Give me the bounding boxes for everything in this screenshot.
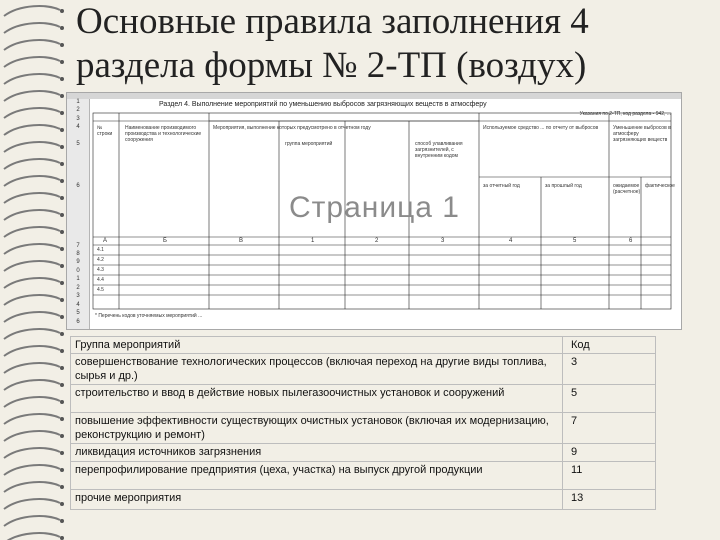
sheet-row-number: 1 <box>76 99 80 105</box>
spiral-ring <box>4 448 60 458</box>
table-row <box>71 385 656 413</box>
spiral-hole <box>60 9 64 13</box>
group-cell: прочие мероприятия <box>71 490 563 510</box>
measures-codes-table <box>70 336 656 510</box>
spiral-hole <box>60 400 64 404</box>
spiral-hole <box>60 349 64 353</box>
spiral-ring <box>4 516 60 526</box>
spiral-ring <box>4 125 60 135</box>
spiral-ring <box>4 346 60 356</box>
sheet-row-number: 4 <box>76 301 80 308</box>
table-header-row <box>71 337 656 354</box>
spiral-hole <box>60 60 64 64</box>
sheet-row-number: 2 <box>76 107 80 114</box>
spiral-ring <box>4 499 60 509</box>
sheet-row-number: 7 <box>76 242 80 249</box>
col-header-actual: фактическое <box>645 183 675 189</box>
spiral-hole <box>60 43 64 47</box>
group-cell: повышение эффективности существующих очистных установок (включая их модернизацию, реконструкцию и ремонт) <box>71 413 563 444</box>
sheet-row-number: 3 <box>76 115 80 122</box>
sheet-row-number: 8 <box>76 251 80 257</box>
col-header-last-year: за прошлый год <box>545 183 582 189</box>
sheet-row-number: 1 <box>76 276 80 283</box>
col-header-reduction: Уменьшение выбросов в атмосферу загрязняющих веществ <box>613 125 671 143</box>
spiral-hole <box>60 26 64 30</box>
spiral-ring <box>4 57 60 67</box>
col-header-measures: Мероприятия, выполнение которых предусмотрено в отчетном году <box>213 125 371 131</box>
spreadsheet-screenshot <box>66 92 682 330</box>
sheet-right-note: Указания по 2-ТП, код раздела - 942, ... <box>579 111 671 117</box>
group-cell: ликвидация источников загрязнения <box>71 444 563 462</box>
spiral-binding <box>0 0 70 540</box>
row-code-4-3: 4.3 <box>97 267 104 273</box>
spiral-hole <box>60 281 64 285</box>
spiral-hole <box>60 111 64 115</box>
spiral-ring <box>4 227 60 237</box>
spiral-ring <box>4 482 60 492</box>
sheet-row-numbers <box>67 99 90 329</box>
col-header-means: Используемое средство ... по отчету от выбросов <box>483 125 599 131</box>
col-letter-4: 4 <box>509 238 513 244</box>
code-cell: 3 <box>563 354 656 385</box>
spiral-hole <box>60 366 64 370</box>
spiral-ring <box>4 193 60 203</box>
code-cell: 5 <box>563 385 656 413</box>
page-watermark: Страница 1 <box>289 191 460 224</box>
spiral-hole <box>60 298 64 302</box>
row-code-4-4: 4.4 <box>97 277 104 283</box>
col-header-reporting-year: за отчетный год <box>483 183 520 189</box>
sheet-row-number: 5 <box>76 310 80 317</box>
spiral-hole <box>60 264 64 268</box>
table-row <box>71 490 656 510</box>
sheet-row-number: 6 <box>76 318 80 325</box>
spiral-hole <box>60 213 64 217</box>
spiral-hole <box>60 536 64 540</box>
spiral-hole <box>60 196 64 200</box>
col-letter-a: А <box>103 238 108 244</box>
spiral-ring <box>4 312 60 322</box>
code-cell: 9 <box>563 444 656 462</box>
header-code: Код <box>563 337 656 354</box>
row-code-4-1: 4.1 <box>97 247 104 253</box>
spiral-hole <box>60 145 64 149</box>
spiral-ring <box>4 533 60 540</box>
col-header-facility: Наименование производимого производства и технологические сооружения <box>125 125 202 143</box>
col-letter-5: 5 <box>573 238 577 244</box>
group-cell: строительство и ввод в действие новых пылегазоочистных установок и сооружений <box>71 385 563 413</box>
row-code-4-2: 4.2 <box>97 257 104 263</box>
code-cell: 7 <box>563 413 656 444</box>
spiral-ring <box>4 23 60 33</box>
col-letter-1: 1 <box>311 238 315 244</box>
spiral-hole <box>60 519 64 523</box>
sheet-row-number: 5 <box>76 141 80 148</box>
spiral-hole <box>60 77 64 81</box>
spiral-hole <box>60 94 64 98</box>
spiral-ring <box>4 142 60 152</box>
spiral-ring <box>4 159 60 169</box>
spiral-ring <box>4 363 60 373</box>
group-cell: совершенствование технологических процессов (включая переход на другие виды топлива, сырья и др.) <box>71 354 563 385</box>
spiral-hole <box>60 451 64 455</box>
spiral-ring <box>4 380 60 390</box>
spiral-hole <box>60 247 64 251</box>
spiral-ring <box>4 465 60 475</box>
spiral-ring <box>4 91 60 101</box>
spiral-ring <box>4 244 60 254</box>
spiral-ring <box>4 40 60 50</box>
col-header-expected: ожидаемое (расчетное) <box>613 183 641 195</box>
sheet-row-number: 3 <box>76 293 80 300</box>
sheet-row-number: 6 <box>76 183 80 190</box>
spiral-ring <box>4 261 60 271</box>
row-code-4-5: 4.5 <box>97 287 104 293</box>
spiral-ring <box>4 210 60 220</box>
table-row <box>71 354 656 385</box>
spiral-ring <box>4 278 60 288</box>
code-cell: 13 <box>563 490 656 510</box>
spiral-hole <box>60 230 64 234</box>
sheet-row-number: 4 <box>76 124 80 131</box>
spiral-ring <box>4 176 60 186</box>
col-header-method: способ улавливания загрязнителей, с внутренним кодом <box>415 141 463 159</box>
spiral-hole <box>60 502 64 506</box>
group-cell: перепрофилирование предприятия (цеха, участка) на выпуск другой продукции <box>71 462 563 490</box>
sheet-row-number: 9 <box>76 259 80 266</box>
spiral-hole <box>60 383 64 387</box>
spiral-hole <box>60 434 64 438</box>
spiral-hole <box>60 332 64 336</box>
table-row <box>71 413 656 444</box>
spiral-hole <box>60 468 64 472</box>
col-letter-v: В <box>239 238 244 244</box>
spiral-ring <box>4 6 60 16</box>
slide-title-line1: Основные правила заполнения 4 <box>76 1 589 42</box>
spiral-ring <box>4 397 60 407</box>
spiral-ring <box>4 414 60 424</box>
col-letter-2: 2 <box>375 238 379 244</box>
spiral-ring <box>4 295 60 305</box>
sheet-row-number: 0 <box>76 267 80 274</box>
sheet-row-number: 2 <box>76 284 80 291</box>
spiral-hole <box>60 179 64 183</box>
col-letter-6: 6 <box>629 238 633 244</box>
col-letter-3: 3 <box>441 238 445 244</box>
slide-title <box>76 0 716 88</box>
sheet-footnote: * Перечень кодов уточняемых мероприятий ... <box>95 313 203 319</box>
spiral-hole <box>60 315 64 319</box>
spiral-hole <box>60 162 64 166</box>
spiral-ring <box>4 431 60 441</box>
sheet-header: Раздел 4. Выполнение мероприятий по уменьшению выбросов загрязняющих веществ в атмосферу <box>159 101 487 108</box>
spiral-hole <box>60 417 64 421</box>
slide-title-line2: раздела формы № 2-ТП (воздух) <box>76 45 587 86</box>
table-row <box>71 462 656 490</box>
col-header-group: группа мероприятий <box>285 141 333 147</box>
spiral-hole <box>60 485 64 489</box>
spiral-ring <box>4 74 60 84</box>
table-row <box>71 444 656 462</box>
spiral-hole <box>60 128 64 132</box>
spiral-ring <box>4 108 60 118</box>
col-letter-b: Б <box>163 238 167 244</box>
col-header-row-number: № строки <box>97 125 113 137</box>
code-cell: 11 <box>563 462 656 490</box>
header-group: Группа мероприятий <box>71 337 563 354</box>
spiral-ring <box>4 329 60 339</box>
